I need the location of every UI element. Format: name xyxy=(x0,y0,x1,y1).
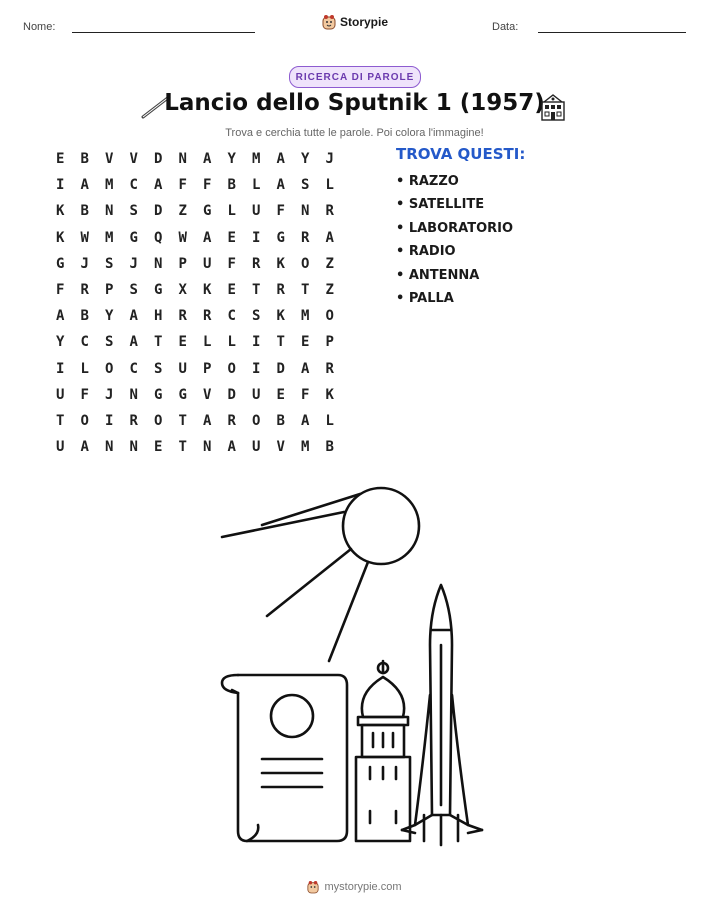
grid-cell[interactable]: V xyxy=(129,151,138,168)
grid-cell[interactable]: G xyxy=(276,229,285,246)
grid-cell[interactable]: M xyxy=(301,439,310,456)
brand-logo xyxy=(322,14,388,30)
grid-cell[interactable]: I xyxy=(252,360,261,377)
grid-cell[interactable]: U xyxy=(252,386,261,403)
grid-row xyxy=(48,329,372,355)
grid-row xyxy=(48,198,372,224)
date-label: Data: xyxy=(492,21,519,33)
grid-cell[interactable]: A xyxy=(56,308,65,325)
grid-cell[interactable]: G xyxy=(154,386,163,403)
grid-cell[interactable]: L xyxy=(227,334,236,351)
grid-row xyxy=(48,434,372,460)
grid-cell[interactable]: L xyxy=(203,334,212,351)
grid-cell[interactable]: E xyxy=(227,282,236,299)
grid-cell[interactable]: J xyxy=(105,386,114,403)
grid-cell[interactable]: I xyxy=(56,360,65,377)
grid-cell[interactable]: D xyxy=(154,203,163,220)
grid-cell[interactable]: U xyxy=(252,439,261,456)
grid-cell[interactable]: N xyxy=(129,439,138,456)
grid-cell[interactable]: R xyxy=(276,282,285,299)
grid-cell[interactable]: K xyxy=(325,386,334,403)
grid-cell[interactable]: D xyxy=(276,360,285,377)
grid-cell[interactable]: E xyxy=(227,229,236,246)
word-item: • LABORATORIO xyxy=(396,220,514,236)
grid-row xyxy=(48,303,372,329)
name-label: Nome: xyxy=(23,21,56,33)
grid-cell[interactable]: Q xyxy=(154,229,163,246)
page-title: Lancio dello Sputnik 1 (1957) xyxy=(164,90,545,116)
grid-cell[interactable]: K xyxy=(56,229,65,246)
grid-cell[interactable]: W xyxy=(80,229,89,246)
grid-cell[interactable]: Y xyxy=(227,151,236,168)
grid-cell[interactable]: S xyxy=(105,255,114,272)
grid-cell[interactable]: E xyxy=(301,334,310,351)
grid-cell[interactable]: R xyxy=(301,229,310,246)
grid-cell[interactable]: U xyxy=(56,386,65,403)
grid-cell[interactable]: V xyxy=(105,151,114,168)
grid-cell[interactable]: K xyxy=(276,255,285,272)
grid-cell[interactable]: D xyxy=(154,151,163,168)
grid-cell[interactable]: R xyxy=(325,360,334,377)
grid-cell[interactable]: R xyxy=(252,255,261,272)
grid-cell[interactable]: O xyxy=(301,255,310,272)
grid-cell[interactable]: C xyxy=(129,177,138,194)
date-line[interactable] xyxy=(538,32,686,33)
grid-cell[interactable]: R xyxy=(227,412,236,429)
grid-cell[interactable]: F xyxy=(227,255,236,272)
grid-cell[interactable]: C xyxy=(80,334,89,351)
grid-cell[interactable]: L xyxy=(80,360,89,377)
grid-cell[interactable]: P xyxy=(325,334,334,351)
grid-cell[interactable]: L xyxy=(325,177,334,194)
grid-cell[interactable]: H xyxy=(154,308,163,325)
grid-cell[interactable]: O xyxy=(154,412,163,429)
grid-row xyxy=(48,146,372,172)
grid-cell[interactable]: T xyxy=(252,282,261,299)
grid-row xyxy=(48,277,372,303)
grid-cell[interactable]: A xyxy=(203,151,212,168)
grid-cell[interactable]: B xyxy=(227,177,236,194)
storypie-logo-icon xyxy=(307,880,319,894)
grid-cell[interactable]: P xyxy=(105,282,114,299)
word-item: • PALLA xyxy=(396,290,454,306)
grid-row xyxy=(48,225,372,251)
grid-cell[interactable]: M xyxy=(105,177,114,194)
grid-cell[interactable]: Y xyxy=(105,308,114,325)
grid-cell[interactable]: Z xyxy=(178,203,187,220)
grid-cell[interactable]: R xyxy=(129,412,138,429)
grid-cell[interactable]: L xyxy=(325,412,334,429)
grid-cell[interactable]: U xyxy=(56,439,65,456)
grid-cell[interactable]: E xyxy=(56,151,65,168)
storypie-logo-icon xyxy=(322,14,336,30)
grid-cell[interactable]: L xyxy=(227,203,236,220)
grid-cell[interactable]: Z xyxy=(325,282,334,299)
grid-cell[interactable]: I xyxy=(56,177,65,194)
grid-row xyxy=(48,172,372,198)
grid-cell[interactable]: S xyxy=(129,203,138,220)
grid-cell[interactable]: G xyxy=(178,386,187,403)
grid-cell[interactable]: N xyxy=(203,439,212,456)
grid-cell[interactable]: U xyxy=(178,360,187,377)
grid-cell[interactable]: A xyxy=(227,439,236,456)
sputnik-satellite-illustration[interactable] xyxy=(210,485,500,860)
grid-row xyxy=(48,408,372,434)
grid-cell[interactable]: R xyxy=(178,308,187,325)
grid-cell[interactable]: T xyxy=(276,334,285,351)
grid-cell[interactable]: A xyxy=(129,308,138,325)
word-item: • RADIO xyxy=(396,244,456,260)
building-icon xyxy=(538,92,568,122)
grid-cell[interactable]: N xyxy=(178,151,187,168)
grid-cell[interactable]: Y xyxy=(301,151,310,168)
grid-cell[interactable]: O xyxy=(227,360,236,377)
grid-cell[interactable]: T xyxy=(178,412,187,429)
grid-cell[interactable]: T xyxy=(56,412,65,429)
grid-cell[interactable]: T xyxy=(154,334,163,351)
grid-cell[interactable]: W xyxy=(178,229,187,246)
grid-cell[interactable]: R xyxy=(80,282,89,299)
grid-cell[interactable]: N xyxy=(105,439,114,456)
grid-cell[interactable]: B xyxy=(325,439,334,456)
grid-cell[interactable]: J xyxy=(129,255,138,272)
grid-cell[interactable]: X xyxy=(178,282,187,299)
grid-cell[interactable]: N xyxy=(301,203,310,220)
grid-cell[interactable]: Z xyxy=(325,255,334,272)
grid-cell[interactable]: O xyxy=(252,412,261,429)
grid-cell[interactable]: L xyxy=(252,177,261,194)
footer-url[interactable]: mystorypie.com xyxy=(324,881,402,893)
grid-row xyxy=(48,356,372,382)
grid-cell[interactable]: P xyxy=(178,255,187,272)
grid-cell[interactable]: S xyxy=(154,360,163,377)
grid-cell[interactable]: O xyxy=(105,360,114,377)
grid-cell[interactable]: A xyxy=(276,151,285,168)
grid-cell[interactable]: B xyxy=(80,308,89,325)
grid-cell[interactable]: N xyxy=(154,255,163,272)
grid-cell[interactable]: E xyxy=(154,439,163,456)
grid-cell[interactable]: J xyxy=(325,151,334,168)
grid-cell[interactable]: G xyxy=(203,203,212,220)
grid-cell[interactable]: O xyxy=(325,308,334,325)
grid-cell[interactable]: R xyxy=(325,203,334,220)
grid-cell[interactable]: F xyxy=(178,177,187,194)
grid-cell[interactable]: A xyxy=(80,439,89,456)
grid-cell[interactable]: K xyxy=(56,203,65,220)
instructions: Trova e cerchia tutte le parole. Poi colora l'immagine! xyxy=(225,127,484,139)
word-item: • RAZZO xyxy=(396,174,459,189)
name-line[interactable] xyxy=(72,32,255,33)
word-list-heading: TROVA QUESTI: xyxy=(396,145,526,163)
grid-cell[interactable]: V xyxy=(276,439,285,456)
grid-cell[interactable]: N xyxy=(129,386,138,403)
grid-cell[interactable]: M xyxy=(105,229,114,246)
grid-cell[interactable]: U xyxy=(252,203,261,220)
word-item: • ANTENNA xyxy=(396,267,480,283)
grid-cell[interactable]: A xyxy=(129,334,138,351)
grid-cell[interactable]: F xyxy=(301,386,310,403)
grid-cell[interactable]: O xyxy=(80,412,89,429)
word-item: • SATELLITE xyxy=(396,197,485,213)
grid-cell[interactable]: M xyxy=(301,308,310,325)
grid-cell[interactable]: F xyxy=(203,177,212,194)
grid-cell[interactable]: B xyxy=(276,412,285,429)
grid-cell[interactable]: A xyxy=(301,412,310,429)
grid-cell[interactable]: S xyxy=(105,334,114,351)
grid-cell[interactable]: B xyxy=(80,203,89,220)
activity-badge: RICERCA DI PAROLE xyxy=(289,66,421,88)
grid-cell[interactable]: I xyxy=(252,229,261,246)
grid-cell[interactable]: V xyxy=(203,386,212,403)
grid-cell[interactable]: S xyxy=(252,308,261,325)
grid-cell[interactable]: A xyxy=(203,412,212,429)
grid-cell[interactable]: N xyxy=(105,203,114,220)
grid-cell[interactable]: R xyxy=(203,308,212,325)
grid-cell[interactable]: M xyxy=(252,151,261,168)
grid-cell[interactable]: T xyxy=(301,282,310,299)
grid-cell[interactable]: P xyxy=(203,360,212,377)
grid-cell[interactable]: F xyxy=(56,282,65,299)
grid-cell[interactable]: K xyxy=(203,282,212,299)
grid-cell[interactable]: G xyxy=(154,282,163,299)
grid-cell[interactable]: A xyxy=(276,177,285,194)
grid-cell[interactable]: D xyxy=(227,386,236,403)
grid-cell[interactable]: J xyxy=(80,255,89,272)
grid-cell[interactable]: A xyxy=(325,229,334,246)
footer xyxy=(0,880,709,894)
grid-cell[interactable]: G xyxy=(56,255,65,272)
grid-cell[interactable]: U xyxy=(203,255,212,272)
grid-row xyxy=(48,382,372,408)
grid-cell[interactable]: S xyxy=(301,177,310,194)
grid-cell[interactable]: C xyxy=(227,308,236,325)
word-search-grid[interactable] xyxy=(48,146,372,460)
grid-cell[interactable]: E xyxy=(276,386,285,403)
grid-cell[interactable]: A xyxy=(154,177,163,194)
grid-cell[interactable]: K xyxy=(276,308,285,325)
grid-row xyxy=(48,251,372,277)
grid-cell[interactable]: T xyxy=(178,439,187,456)
grid-cell[interactable]: S xyxy=(129,282,138,299)
grid-cell[interactable]: A xyxy=(203,229,212,246)
grid-cell[interactable]: A xyxy=(301,360,310,377)
grid-cell[interactable]: I xyxy=(252,334,261,351)
grid-cell[interactable]: B xyxy=(80,151,89,168)
grid-cell[interactable]: I xyxy=(105,412,114,429)
brand-name: Storypie xyxy=(340,15,389,29)
grid-cell[interactable]: C xyxy=(129,360,138,377)
grid-cell[interactable]: E xyxy=(178,334,187,351)
grid-cell[interactable]: F xyxy=(80,386,89,403)
word-list xyxy=(396,170,513,310)
grid-cell[interactable]: A xyxy=(80,177,89,194)
grid-cell[interactable]: G xyxy=(129,229,138,246)
grid-cell[interactable]: F xyxy=(276,203,285,220)
grid-cell[interactable]: Y xyxy=(56,334,65,351)
